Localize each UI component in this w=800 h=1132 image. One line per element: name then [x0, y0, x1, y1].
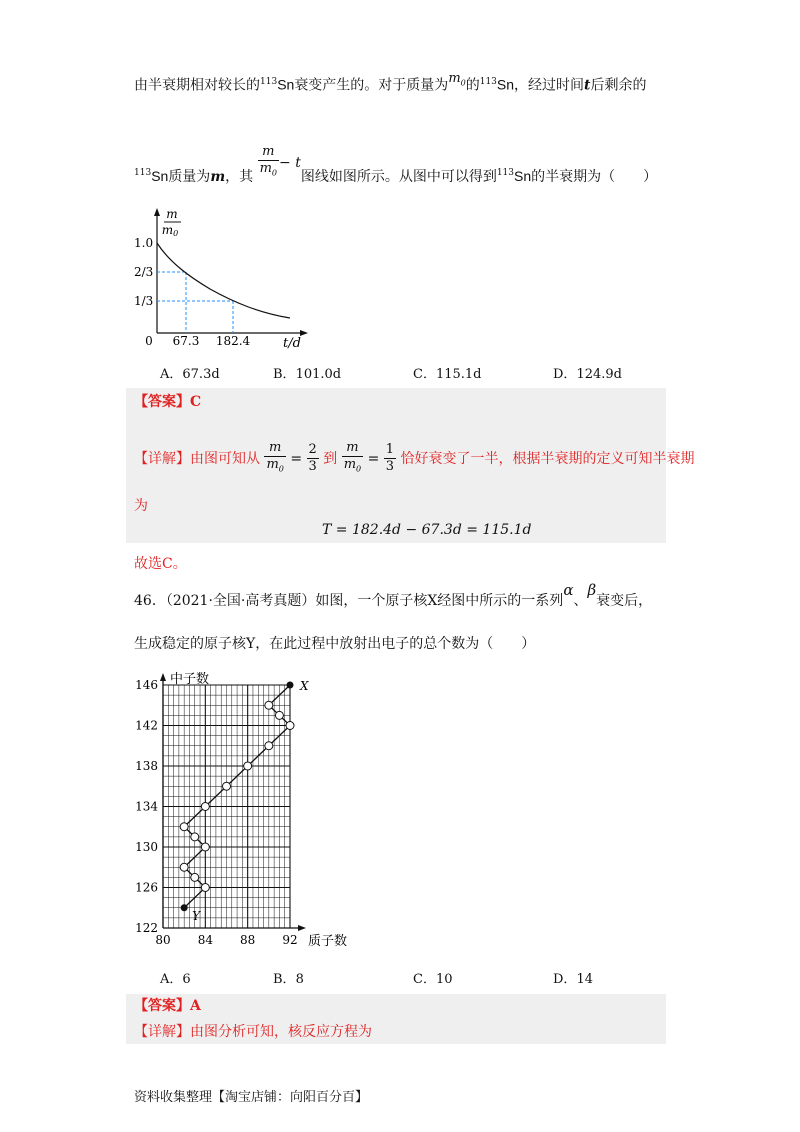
- q45-detail-line2: 为: [134, 498, 148, 514]
- q46-detail: 【详解】由图分析可知，核反应方程为: [134, 1024, 372, 1040]
- nuclide-decay-chart: [130, 665, 370, 955]
- path-node: [180, 823, 188, 831]
- chart2-label-y: Y: [192, 908, 201, 923]
- q45-option-a[interactable]: A．67.3d: [160, 367, 220, 382]
- path-node: [275, 711, 283, 719]
- q45-answer-label: 【答案】C: [134, 394, 202, 410]
- chart2-ytick-label: 142: [135, 718, 158, 733]
- path-node: [201, 803, 209, 811]
- chart2-ytick-label: 126: [135, 880, 158, 895]
- path-node: [265, 701, 273, 709]
- path-node: [201, 884, 209, 892]
- path-node: [223, 782, 231, 790]
- chart2-ytick-label: 146: [135, 678, 158, 692]
- path-endpoint: [181, 905, 187, 911]
- chart2-ytick-label: 130: [135, 840, 158, 854]
- chart2-xtick-label: 84: [197, 933, 213, 947]
- chart1-x-arrow: [300, 330, 308, 336]
- q46-option-a[interactable]: A．6: [160, 972, 191, 987]
- decay-curve: [157, 243, 290, 318]
- chart1-xtick-67-3: 67.3: [172, 334, 200, 348]
- chart2-label-x: X: [300, 679, 309, 693]
- path-node: [244, 762, 252, 770]
- q46-option-b[interactable]: B．8: [273, 972, 304, 987]
- chart1-origin: 0: [145, 334, 153, 348]
- q45-conclusion: 故选C。: [134, 556, 187, 572]
- path-node: [180, 863, 188, 871]
- q46-option-d[interactable]: D．14: [553, 972, 593, 987]
- q46-option-c[interactable]: C．10: [413, 972, 453, 987]
- path-node: [286, 722, 294, 730]
- sn-mass-number: 113: [260, 77, 278, 87]
- chart2-ytick-label: 138: [135, 759, 158, 773]
- q45-detail-line1: 【详解】由图可知从 $\frac{m}{m_0}$ = $\frac{2}{3}$ 到 $\frac{m}{m_0}$ = $\frac{1}{3}$ 恰好衰变了一半，根据半衰期的定义可知半衰期: [134, 440, 695, 475]
- q45-option-c[interactable]: C．115.1d: [413, 367, 482, 382]
- path-node: [191, 873, 199, 881]
- chart1-y-arrow: [154, 208, 160, 216]
- m-over-m0-fraction: $\frac{m}{m_0}$: [259, 144, 278, 178]
- chart2-xlabel: 质子数: [308, 934, 348, 949]
- chart2-xtick-label: 80: [155, 933, 171, 947]
- chart1-ytick-1: 1.0: [134, 236, 154, 250]
- q45-option-d[interactable]: D．124.9d: [553, 367, 622, 382]
- chart1-ytick-1-3: 1/3: [134, 294, 154, 308]
- chart2-xtick-label: 92: [282, 933, 298, 947]
- chart1-xlabel: t/d: [283, 336, 301, 351]
- path-endpoint: [287, 682, 293, 688]
- path-node: [201, 843, 209, 851]
- chart2-ylabel: 中子数: [170, 672, 210, 687]
- chart2-axes: [160, 673, 306, 931]
- q45-option-b[interactable]: B．101.0d: [273, 367, 342, 382]
- chart1-xtick-182-4: 182.4: [215, 334, 251, 348]
- chart2-x-arrow: [298, 925, 306, 931]
- decay-curve-chart: [120, 205, 320, 355]
- chart2-grid: [163, 685, 290, 928]
- q46-answer-label: 【答案】A: [134, 998, 201, 1014]
- q45-formula: T = 182.4d − 67.3d = 115.1d: [322, 522, 532, 538]
- chart2-ytick-label: 122: [135, 921, 158, 935]
- chart2-xticks: [155, 933, 297, 947]
- chart1-ylabel-den: m0: [161, 223, 179, 238]
- chart2-y-arrow: [160, 673, 166, 681]
- chart2-ytick-label: 134: [135, 799, 158, 814]
- chart1-ytick-2-3: 2/3: [134, 265, 154, 279]
- q45-line1: 由半衰期相对较长的$^{113}$Sn衰变产生的。对于质量为$m_0$的$^{113}$Sn，经过时间t后剩余的: [134, 70, 647, 94]
- path-node: [265, 742, 273, 750]
- q46-line2: 生成稳定的原子核Y，在此过程中放射出电子的总个数为（ ）: [134, 636, 536, 652]
- path-node: [191, 833, 199, 841]
- q45-line2: $^{113}$Sn质量为m，其 $\frac{m}{m_0}$ − t图线如图所示。从图中可以得到$^{113}$Sn的半衰期为（ ）: [134, 144, 658, 185]
- chart2-xtick-label: 88: [240, 933, 256, 947]
- chart1-ylabel-num: m: [166, 207, 178, 221]
- q46-line1: 46．（2021·全国·高考真题）如图，一个原子核X经图中所示的一系列α、β衰变后，: [134, 581, 653, 609]
- footer-source: 资料收集整理【淘宝店铺：向阳百分百】: [134, 1090, 369, 1105]
- chart2-yticks: [135, 678, 158, 935]
